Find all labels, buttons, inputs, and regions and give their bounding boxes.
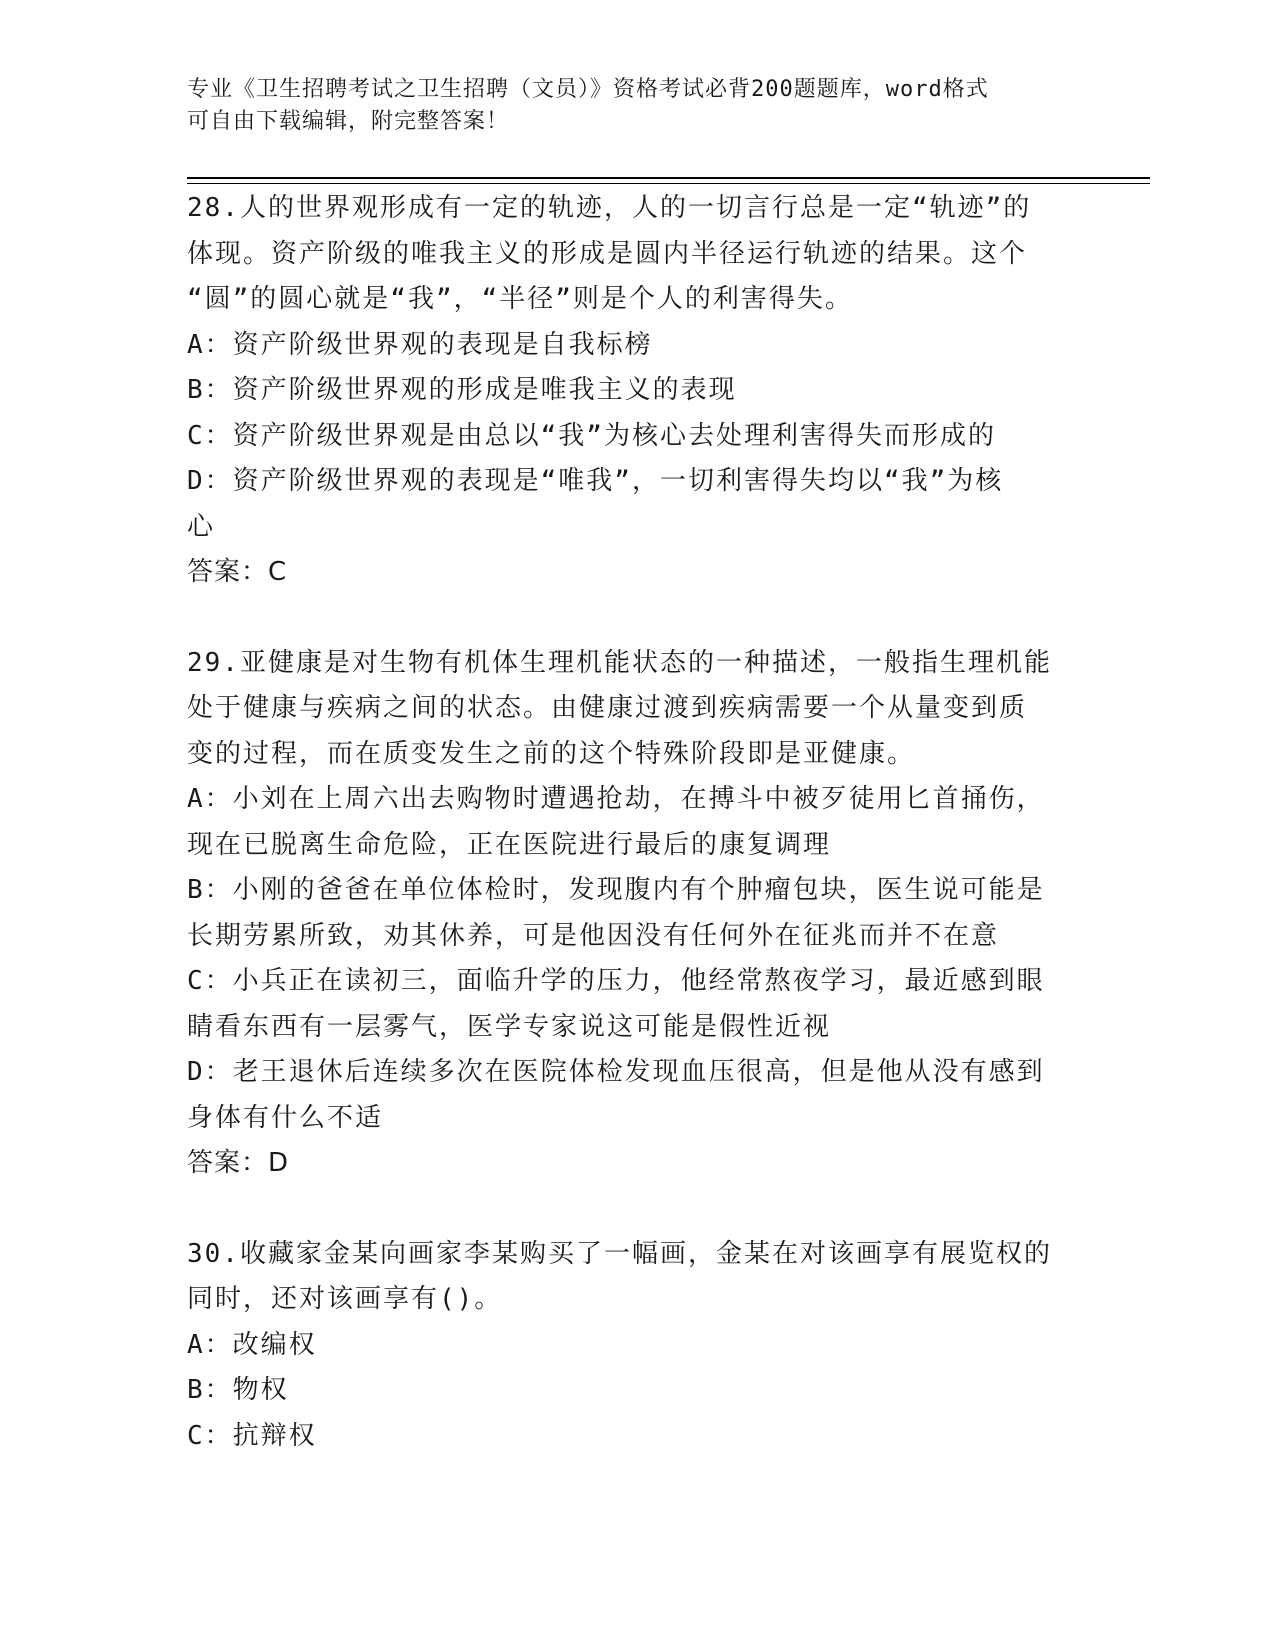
option-d: D：老王退休后连续多次在医院体检发现血压很高，但是他从没有感到 <box>187 1057 1045 1087</box>
question-text-line: 29.亚健康是对生物有机体生理机能状态的一种描述，一般指生理机能 <box>187 647 1052 678</box>
option-d-continued: 身体有什么不适 <box>187 1102 384 1133</box>
question-28 <box>187 186 1067 596</box>
option-b: B：资产阶级世界观的形成是唯我主义的表现 <box>187 375 737 405</box>
option-b-continued: 长期劳累所致，劝其休养，可是他因没有任何外在征兆而并不在意 <box>187 920 1000 951</box>
question-30 <box>187 1232 1067 1460</box>
header-divider-thin <box>187 183 1150 184</box>
question-text-line: 体现。资产阶级的唯我主义的形成是圆内半径运行轨迹的结果。这个 <box>187 238 1028 269</box>
question-text-line: 处于健康与疾病之间的状态。由健康过渡到疾病需要一个从量变到质 <box>187 693 1028 723</box>
question-text-line: “圆”的圆心就是“我”，“半径”则是个人的利害得失。 <box>187 284 853 314</box>
answer-label: 答案：D <box>187 1148 290 1178</box>
option-a: A：资产阶级世界观的表现是自我标榜 <box>187 329 653 360</box>
option-c: C：抗辩权 <box>187 1420 317 1451</box>
question-text-line: 30.收藏家金某向画家李某购买了一幅画，金某在对该画享有展览权的 <box>187 1238 1052 1269</box>
option-a: A：小刘在上周六出去购物时遭遇抢劫，在搏斗中被歹徒用匕首捅伤， <box>187 784 1045 814</box>
question-text-line: 28.人的世界观形成有一定的轨迹，人的一切言行总是一定“轨迹”的 <box>187 193 1032 223</box>
header-divider-thick <box>187 177 1150 179</box>
option-c: C：小兵正在读初三，面临升学的压力，他经常熬夜学习，最近感到眼 <box>187 966 1045 996</box>
option-b: B：小刚的爸爸在单位体检时，发现腹内有个肿瘤包块，医生说可能是 <box>187 875 1045 905</box>
option-c-continued: 睛看东西有一层雾气，医学专家说这可能是假性近视 <box>187 1011 832 1042</box>
option-a: A：改编权 <box>187 1329 317 1360</box>
document-header <box>187 74 1067 138</box>
option-b: B：物权 <box>187 1375 289 1405</box>
header-line: 专业《卫生招聘考试之卫生招聘（文员）》资格考试必背200题题库，word格式 <box>187 77 989 102</box>
question-text-line: 变的过程，而在质变发生之前的这个特殊阶段即是亚健康。 <box>187 738 916 769</box>
option-c: C：资产阶级世界观是由总以“我”为核心去处理利害得失而形成的 <box>187 420 996 451</box>
header-line: 可自由下载编辑，附完整答案！ <box>187 109 510 134</box>
answer-label: 答案：C <box>187 557 288 587</box>
option-d-continued: 心 <box>187 511 216 542</box>
question-text-line: 同时，还对该画享有()。 <box>187 1284 503 1314</box>
question-29 <box>187 641 1067 1187</box>
option-d: D：资产阶级世界观的表现是“唯我”，一切利害得失均以“我”为核 <box>187 466 1004 496</box>
question-list <box>187 186 1067 1504</box>
option-a-continued: 现在已脱离生命危险，正在医院进行最后的康复调理 <box>187 829 832 860</box>
